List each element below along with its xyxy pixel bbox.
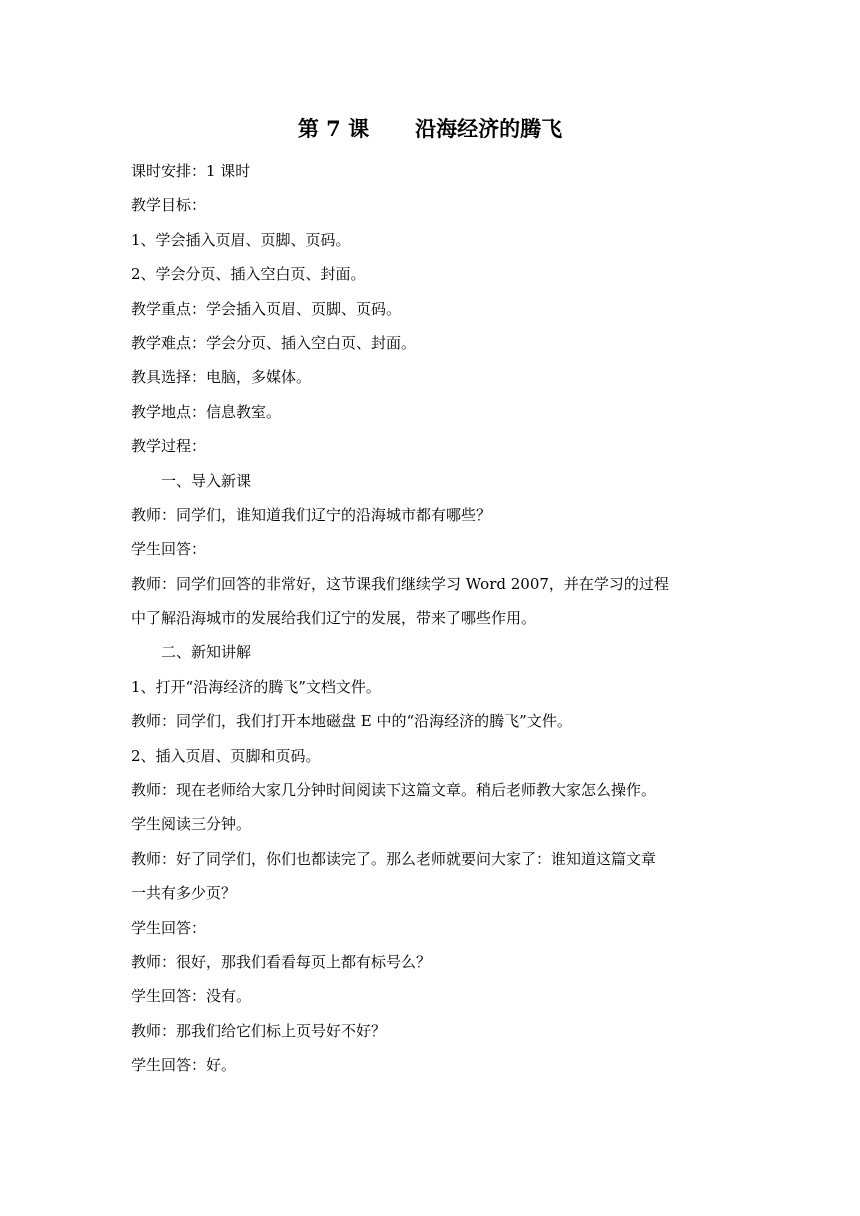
paragraph-line: 学生回答：没有。 bbox=[131, 987, 252, 1006]
page-title bbox=[0, 114, 860, 144]
paragraph-line: 中了解沿海城市的发展给我们辽宁的发展，带来了哪些作用。 bbox=[131, 609, 537, 628]
paragraph-line: 课时安排：1 课时 bbox=[131, 162, 251, 180]
paragraph-line: 教师：同学们，我们打开本地磁盘 E 中的“沿海经济的腾飞”文件。 bbox=[131, 712, 572, 731]
paragraph-line: 教师：很好，那我们看看每页上都有标号么？ bbox=[131, 952, 432, 971]
lesson-number: 第 7 课 bbox=[297, 116, 370, 141]
document-body bbox=[131, 154, 741, 1083]
paragraph-line: 教学重点：学会插入页眉、页脚、页码。 bbox=[131, 299, 402, 318]
paragraph-line: 教学地点：信息教室。 bbox=[131, 402, 282, 421]
paragraph-line: 学生回答： bbox=[131, 918, 207, 937]
paragraph-line: 教学过程： bbox=[131, 437, 207, 456]
paragraph-line: 教师：那我们给它们标上页号好不好？ bbox=[131, 1021, 387, 1040]
section-heading: 二、新知讲解 bbox=[161, 643, 252, 662]
paragraph-line: 教师：同学们回答的非常好，这节课我们继续学习 Word 2007，并在学习的过程 bbox=[131, 574, 669, 593]
paragraph-line: 教学目标： bbox=[131, 196, 207, 215]
paragraph-line: 一共有多少页？ bbox=[131, 884, 237, 903]
paragraph-line: 教师：同学们，谁知道我们辽宁的沿海城市都有哪些？ bbox=[131, 505, 492, 524]
lesson-name: 沿海经济的腾飞 bbox=[415, 116, 563, 141]
paragraph-line: 学生回答： bbox=[131, 540, 207, 559]
paragraph-line: 1、学会插入页眉、页脚、页码。 bbox=[131, 230, 351, 249]
paragraph-line: 学生阅读三分钟。 bbox=[131, 815, 252, 834]
paragraph-line: 2、学会分页、插入空白页、封面。 bbox=[131, 265, 366, 284]
paragraph-line: 教具选择：电脑，多媒体。 bbox=[131, 368, 312, 387]
paragraph-line: 教学难点：学会分页、插入空白页、封面。 bbox=[131, 333, 417, 352]
paragraph-line: 1、打开“沿海经济的腾飞”文档文件。 bbox=[131, 677, 381, 696]
paragraph-line: 2、插入页眉、页脚和页码。 bbox=[131, 746, 321, 765]
paragraph-line: 教师：现在老师给大家几分钟时间阅读下这篇文章。稍后老师教大家怎么操作。 bbox=[131, 781, 657, 800]
paragraph-line: 教师：好了同学们，你们也都读完了。那么老师就要问大家了：谁知道这篇文章 bbox=[131, 849, 657, 868]
section-heading: 一、导入新课 bbox=[161, 471, 252, 490]
paragraph-line: 学生回答：好。 bbox=[131, 1056, 237, 1075]
